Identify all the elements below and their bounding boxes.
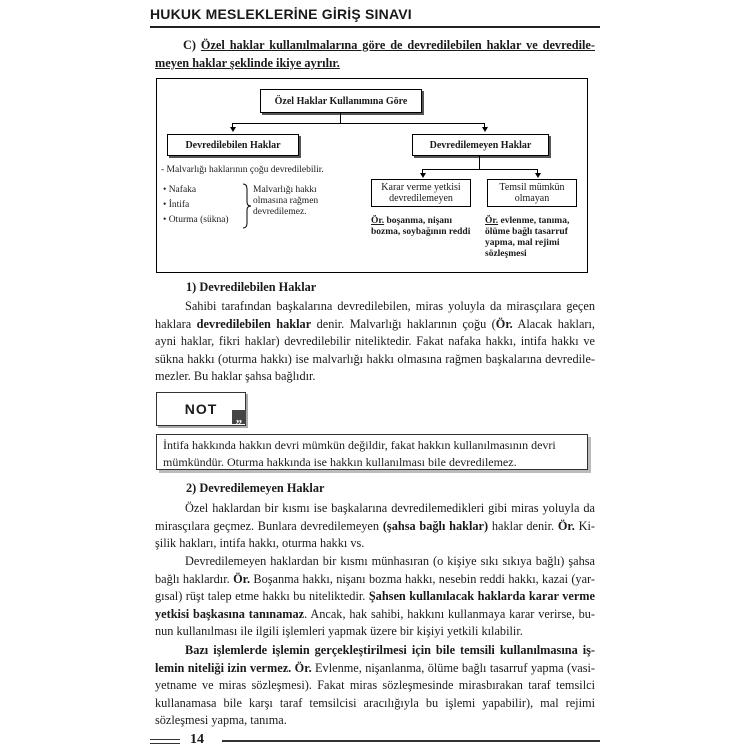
devredilebilen-box: Devredilebilen Haklar	[167, 134, 299, 156]
left-line1: - Malvarlığı haklarının çoğu devredilebilir.	[161, 165, 324, 175]
connector	[479, 155, 480, 169]
s2-text: . Ancak, hak sahibi, hakkını kullanmaya karar verirse, bu-nun kullanılması ile ilgili işlemleri yapmak üzere bir kişiyi yetkili kılabilir.	[155, 606, 595, 639]
s2-text: Ki-şilik hakları, intifa hakkı, oturma hakkı vs.	[155, 518, 595, 551]
section1-title: 1) Devredilebilen Haklar	[186, 280, 317, 294]
curly-brace-icon	[241, 183, 253, 229]
sub1-example-text: boşanma, nişanı bozma, soybağının reddi	[371, 216, 471, 237]
intro-paragraph	[155, 36, 595, 72]
connector	[422, 169, 537, 170]
s1-bold: devredilebilen haklar	[196, 316, 312, 331]
s2-text: Devredilemeyen haklardan bir kısmı münhasıran (o kişiye sıkı sıkıya bağlı) şahsa bağlı haklardır.	[155, 554, 595, 586]
footer-rule-right	[222, 740, 600, 742]
left-item-intifa: • İntifa	[163, 200, 190, 210]
temsil-box: Temsil mümkün olmayan	[487, 179, 577, 207]
intro-text: Özel haklar kullanılmalarına göre de devredilebilen haklar ve devredile-meyen haklar şeklinde ikiye ayrılır.	[155, 38, 595, 70]
karar-verme-box: Karar verme yetkisi devredilemeyen	[371, 179, 471, 207]
diagram-root-box: Özel Haklar Kullanımına Göre	[260, 89, 422, 113]
arrow-down-icon	[482, 127, 488, 132]
sub2-example	[485, 216, 581, 260]
s2-ex: Ör.	[233, 571, 251, 586]
s1-text: Sahibi tarafından başkalarına devredilebilen, miras yoluyla da mirasçılara geçen haklara	[155, 299, 595, 331]
page-number: 14	[190, 732, 204, 747]
not-label-box: NOT	[156, 392, 246, 426]
arrow-down-icon	[535, 173, 541, 178]
s2-text: Evlenme, nişanlanma, ölüme bağlı tasarruf yapma (vasi-yetname ve miras sözleşmesi). Fakat miras sözleşmesinde mirasbırakan taraf temsilci kullanamasa bile karşı taraf temsilcisi aracılığıyla bu işlemi yapabilir), mal rejimi sözleşmesi yapma, tanıma.	[155, 660, 596, 728]
note-box: İntifa hakkında hakkın devri mümkün değildir, fakat hakkın kullanılmasının devri mümkündür. Oturma hakkında ise hakkın kullanılması bile devredilemez.	[156, 434, 588, 470]
s1-text: Alacak hakları, ayni haklar, fikri haklar) devredilebilir niteliktedir. Fakat nafaka hakkı, intifa hakkı ve sükna hakkı (oturma hakkı) ise malvarlığı hakkı olmasına rağmen başkalarına devredile-mezler. Bu haklar şahsa bağlıdır.	[155, 316, 595, 384]
left-item-oturma: • Oturma (sükna)	[163, 215, 229, 225]
sub1-example-label: Ör.	[371, 216, 385, 226]
footer-rule-left	[150, 739, 180, 740]
quote-icon: „	[232, 410, 246, 424]
arrow-down-icon	[230, 127, 236, 132]
intro-prefix: C)	[183, 38, 201, 52]
s2-text: Özel haklardan bir kısmı ise başkalarına devredilemedikleri gibi miras yoluyla da mirasçılara geçmez. Bunlara devredilemeyen	[155, 501, 595, 533]
sub2-example-label: Ör.	[485, 216, 499, 226]
section1-paragraph	[155, 298, 595, 386]
connector	[232, 123, 484, 124]
section2-paragraph3	[155, 642, 595, 730]
section2-title: 2) Devredilemeyen Haklar	[186, 481, 325, 495]
sub1-example	[371, 216, 481, 238]
section2-paragraph1	[155, 500, 595, 553]
s1-text: denir. Malvarlığı haklarının çoğu (	[311, 316, 496, 331]
s2-bold: (şahsa bağlı haklar)	[382, 518, 489, 533]
arrow-down-icon	[420, 173, 426, 178]
section2-paragraph2	[155, 553, 595, 641]
sub2-example-text: evlenme, tanıma, ölüme bağlı tasarruf yapma, mal rejimi sözleşmesi	[485, 216, 570, 259]
devredilemeyen-box: Devredilemeyen Haklar	[412, 134, 549, 156]
left-item-nafaka: • Nafaka	[163, 185, 197, 195]
s2-ex: Ör.	[294, 660, 312, 675]
footer-rule-left	[150, 743, 180, 744]
s2-bold: Bazı işlemlerde işlemin gerçekleştirilmesi için bile temsili kullanılmasına iş-lemin niteliği izin vermez.	[155, 643, 595, 675]
rights-diagram	[156, 78, 588, 273]
page-header-title: HUKUK MESLEKLERİNE GİRİŞ SINAVI	[150, 6, 412, 22]
header-divider	[150, 26, 600, 28]
s2-ex: Ör.	[557, 518, 575, 533]
left-brace-text: Malvarlığı hakkı olmasına rağmen devredilemez.	[253, 185, 319, 217]
connector	[340, 112, 341, 123]
s2-text: Boşanma hakkı, nişanı bozma hakkı, nesebin reddi hakkı, kazai (yar-gısal) rüşt talep etme hakkı bu niteliktedir.	[155, 571, 595, 604]
s2-bold: Şahsen kullanılacak haklarda karar verme yetkisi başkasına tanınamaz	[155, 589, 596, 621]
s1-ex: Ör.	[495, 316, 513, 331]
s2-text: haklar denir.	[488, 518, 558, 533]
